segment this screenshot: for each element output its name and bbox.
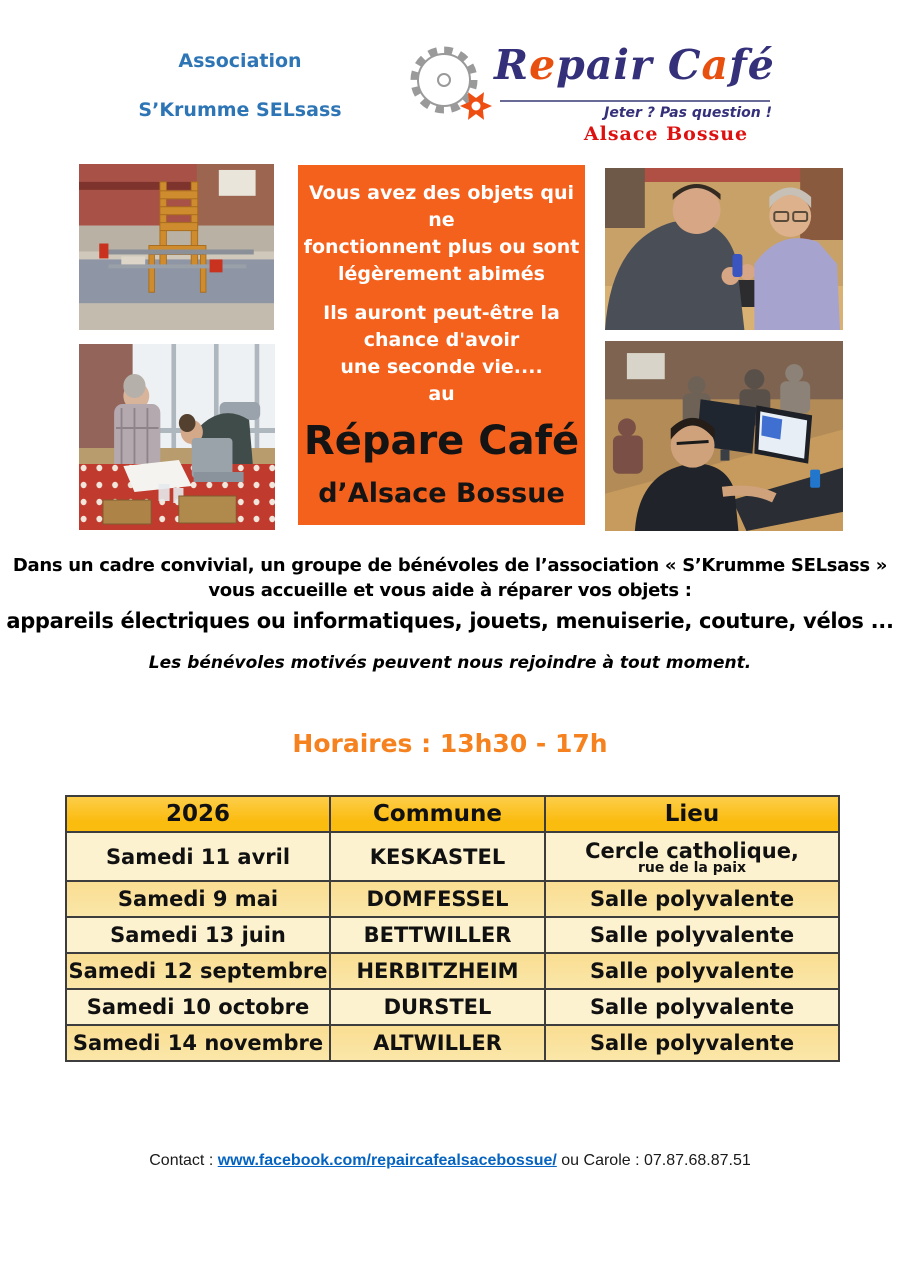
table-row	[66, 832, 839, 881]
table-header-row	[66, 796, 839, 832]
photo-chair-repair	[79, 164, 274, 330]
header-lieu: Lieu	[545, 796, 839, 832]
cell-commune: KESKASTEL	[330, 832, 545, 881]
repair-cafe-logo	[402, 36, 774, 146]
facebook-link[interactable]: www.facebook.com/repaircafealsacebossue/	[217, 1152, 557, 1169]
cell-date: Samedi 9 mai	[66, 881, 330, 917]
intro-line2: vous accueille et vous aide à réparer vos objets :	[208, 580, 692, 601]
cell-lieu: Salle polyvalente	[545, 989, 839, 1025]
gear-icon	[402, 42, 502, 126]
table-row	[66, 881, 839, 917]
schedule-table	[65, 795, 840, 1062]
association-line1: Association	[178, 50, 302, 72]
table-row	[66, 1025, 839, 1061]
repare-cafe-title: Répare Café	[303, 418, 580, 464]
cell-commune: DURSTEL	[330, 989, 545, 1025]
logo-underline	[500, 100, 770, 102]
cell-date: Samedi 14 novembre	[66, 1025, 330, 1061]
association-line2: S’Krumme SELsass	[138, 99, 342, 121]
intro-paragraph	[0, 553, 900, 636]
contact-prefix: Contact :	[149, 1152, 218, 1169]
orange-message-box	[298, 165, 585, 548]
participation-note: Participation libre	[344, 526, 539, 548]
volunteers-note: Les bénévoles motivés peuvent nous rejoindre à tout moment.	[148, 653, 752, 673]
photo-electronics-repair	[605, 168, 843, 330]
message-paragraph-1: Vous avez des objets qui ne fonctionnent plus ou sont légèrement abimés	[303, 182, 580, 285]
contact-suffix: ou Carole : 07.87.68.87.51	[556, 1152, 751, 1169]
table-row	[66, 989, 839, 1025]
repare-cafe-subtitle: d’Alsace Bossue	[318, 478, 565, 509]
photo-sewing-repair	[79, 344, 275, 530]
cell-commune: BETTWILLER	[330, 917, 545, 953]
cell-lieu: Cercle catholique, rue de la paix	[545, 832, 839, 881]
intro-line1: Dans un cadre convivial, un groupe de bénévoles de l’association « S’Krumme SELsass »	[12, 555, 888, 576]
cell-date: Samedi 12 septembre	[66, 953, 330, 989]
cell-lieu: Salle polyvalente	[545, 917, 839, 953]
message-paragraph-2: Ils auront peut-être la chance d'avoir une seconde vie.... au	[323, 302, 560, 405]
contact-line	[0, 1152, 900, 1170]
cell-date: Samedi 13 juin	[66, 917, 330, 953]
cell-commune: ALTWILLER	[330, 1025, 545, 1061]
association-name	[108, 50, 372, 121]
cell-commune: DOMFESSEL	[330, 881, 545, 917]
cell-lieu: Salle polyvalente	[545, 881, 839, 917]
cell-lieu: Salle polyvalente	[545, 953, 839, 989]
logo-title: Repair Café	[494, 41, 775, 89]
cell-commune: HERBITZHEIM	[330, 953, 545, 989]
header-commune: Commune	[330, 796, 545, 832]
table-row	[66, 917, 839, 953]
logo-region: Alsace Bossue	[583, 123, 749, 145]
intro-line3: appareils électriques ou informatiques, jouets, menuiserie, couture, vélos ...	[6, 609, 894, 633]
header-year: 2026	[66, 796, 330, 832]
cell-date: Samedi 11 avril	[66, 832, 330, 881]
photo-laptop-repair	[605, 341, 843, 531]
logo-tagline: Jeter ? Pas question !	[604, 105, 772, 121]
cell-date: Samedi 10 octobre	[66, 989, 330, 1025]
table-row	[66, 953, 839, 989]
cell-lieu: Salle polyvalente	[545, 1025, 839, 1061]
hours-heading: Horaires : 13h30 - 17h	[292, 729, 608, 758]
